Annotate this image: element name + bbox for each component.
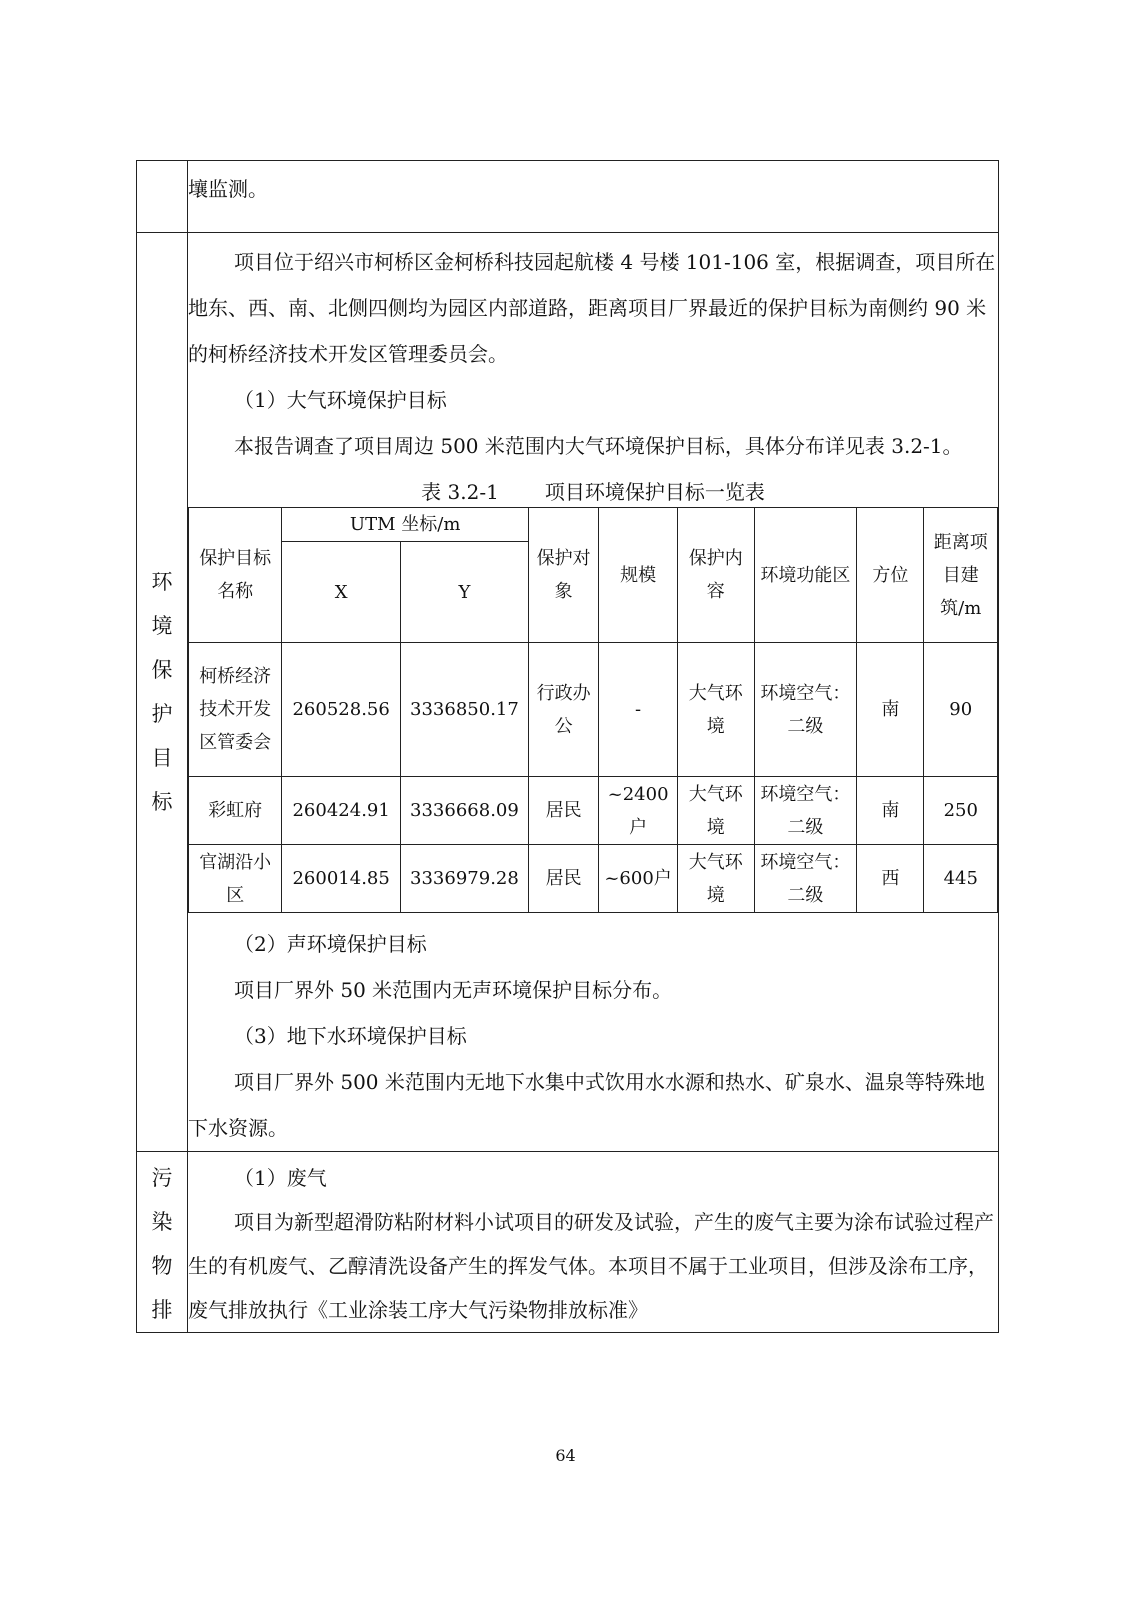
header-name: 保护目标名称 [189, 508, 282, 643]
table-row [189, 643, 998, 777]
section-heading: （3）地下水环境保护目标 [234, 1024, 467, 1048]
cell-x: 260424.91 [282, 777, 401, 845]
table-header-row [189, 508, 998, 542]
cell-scale: ~2400户 [599, 777, 678, 845]
cell-x: 260528.56 [282, 643, 401, 777]
cell-name: 官湖沿小区 [189, 845, 282, 913]
row-content [188, 233, 999, 1152]
cell-x: 260014.85 [282, 845, 401, 913]
header-y: Y [400, 542, 528, 643]
cell-distance: 250 [924, 777, 998, 845]
paragraph: 项目厂界外 500 米范围内无地下水集中式饮用水水源和热水、矿泉水、温泉等特殊地下水资源。 [188, 1070, 985, 1140]
paragraph: 本报告调查了项目周边 500 米范围内大气环境保护目标，具体分布详见表 3.2-1。 [234, 434, 963, 458]
table-caption [188, 469, 998, 507]
paragraph: 壤监测。 [188, 177, 268, 201]
paragraph: 项目为新型超滑防粘附材料小试项目的研发及试验，产生的废气主要为涂布试验过程产生的有机废气、乙醇清洗设备产生的挥发气体。本项目不属于工业项目，但涉及涂布工序，废气排放执行《工业涂装工序大气污染物排放标准》 [188, 1210, 994, 1322]
cell-content: 大气环境 [677, 777, 754, 845]
header-utm: UTM 坐标/m [282, 508, 529, 542]
cell-scale: ~600户 [599, 845, 678, 913]
cell-object: 居民 [528, 777, 598, 845]
row-label-empty [137, 161, 188, 233]
cell-name: 彩虹府 [189, 777, 282, 845]
paragraph: 项目厂界外 50 米范围内无声环境保护目标分布。 [234, 978, 673, 1002]
cell-zone: 环境空气：二级 [754, 845, 857, 913]
cell-zone: 环境空气：二级 [754, 777, 857, 845]
header-scale: 规模 [599, 508, 678, 643]
paragraph: 项目位于绍兴市柯桥区金柯桥科技园起航楼 4 号楼 101-106 室，根据调查，项目所在地东、西、南、北侧四侧均为园区内部道路，距离项目厂界最近的保护目标为南侧约 90 米的柯桥经济技术开发区管理委员会。 [188, 250, 996, 366]
row-label-text: 环境保护目标 [151, 570, 173, 814]
header-x: X [282, 542, 401, 643]
cell-y: 3336979.28 [400, 845, 528, 913]
section-heading: （1）大气环境保护目标 [234, 388, 447, 412]
cell-direction: 西 [857, 845, 924, 913]
section-heading: （1）废气 [234, 1166, 327, 1190]
header-direction: 方位 [857, 508, 924, 643]
cell-distance: 90 [924, 643, 998, 777]
table-row [189, 777, 998, 845]
row-soil [137, 161, 999, 233]
row-pollutant-emission [137, 1152, 999, 1333]
cell-y: 3336850.17 [400, 643, 528, 777]
cell-content: 大气环境 [677, 643, 754, 777]
cell-object: 居民 [528, 845, 598, 913]
header-distance: 距离项目建筑/m [924, 508, 998, 643]
cell-direction: 南 [857, 643, 924, 777]
header-content: 保护内容 [677, 508, 754, 643]
row-label-text: 污染物排 [151, 1166, 173, 1322]
cell-direction: 南 [857, 777, 924, 845]
table-row [189, 845, 998, 913]
cell-content: 大气环境 [677, 845, 754, 913]
report-table [136, 160, 999, 1333]
row-content [188, 1152, 999, 1333]
row-environment-protection [137, 233, 999, 1152]
cell-y: 3336668.09 [400, 777, 528, 845]
header-zone: 环境功能区 [754, 508, 857, 643]
table-title: 项目环境保护目标一览表 [544, 480, 765, 504]
cell-zone: 环境空气：二级 [754, 643, 857, 777]
protection-targets-table [188, 507, 998, 913]
table-number: 表 3.2-1 [421, 480, 499, 504]
row-content [188, 161, 999, 233]
cell-scale: - [599, 643, 678, 777]
cell-object: 行政办公 [528, 643, 598, 777]
header-object: 保护对象 [528, 508, 598, 643]
cell-name: 柯桥经济技术开发区管委会 [189, 643, 282, 777]
page-number: 64 [555, 1446, 576, 1465]
row-label [137, 1152, 188, 1333]
section-heading: （2）声环境保护目标 [234, 932, 427, 956]
row-label [137, 233, 188, 1152]
cell-distance: 445 [924, 845, 998, 913]
